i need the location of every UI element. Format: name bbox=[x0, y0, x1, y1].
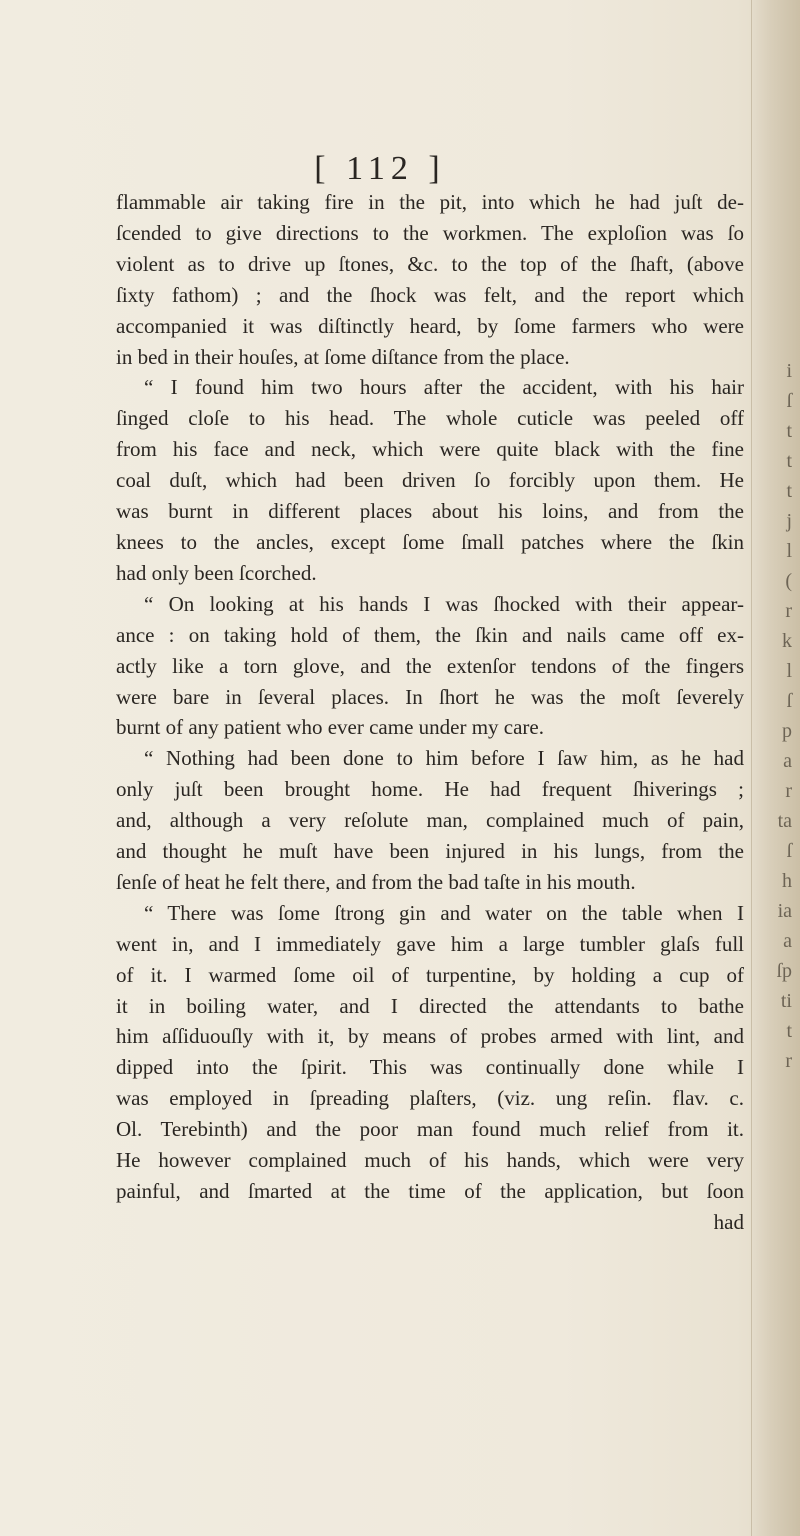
page-number-header: [ 112 ] bbox=[314, 150, 446, 187]
margin-fragment: r bbox=[785, 600, 792, 622]
margin-fragment: ſ bbox=[786, 840, 792, 862]
margin-fragment: ia bbox=[777, 900, 792, 922]
margin-fragment: ( bbox=[785, 570, 792, 592]
text-line: was burnt in different places about his loins, and from the bbox=[116, 499, 744, 524]
text-line: it in boiling water, and I directed the attendants to bathe bbox=[116, 993, 744, 1018]
margin-fragment: h bbox=[782, 870, 792, 892]
text-line: in bed in their houſes, at ſome diſtance from the place. bbox=[116, 344, 570, 369]
margin-fragment: a bbox=[783, 930, 792, 952]
margin-fragment: ti bbox=[780, 990, 792, 1012]
text-line: ſenſe of heat he felt there, and from the bad taſte in his mouth. bbox=[116, 869, 636, 894]
text-line: burnt of any patient who ever came under my care. bbox=[116, 715, 544, 740]
text-line: dipped into the ſpirit. This was continually done while I bbox=[116, 1055, 744, 1080]
margin-fragment: p bbox=[782, 720, 792, 742]
text-line: were bare in ſeveral places. In ſhort he was the moſt ſeverely bbox=[116, 684, 744, 709]
text-line: “ Nothing had been done to him before I ſaw him, as he had bbox=[144, 746, 744, 771]
margin-fragment: t bbox=[786, 1020, 792, 1042]
text-line: “ There was ſome ſtrong gin and water on the table when I bbox=[144, 900, 744, 925]
text-line: violent as to drive up ſtones, &c. to the top of the ſhaft, (above bbox=[116, 251, 744, 276]
text-line: actly like a torn glove, and the extenſor tendons of the fingers bbox=[116, 653, 744, 678]
margin-fragment: t bbox=[786, 480, 792, 502]
margin-fragment: ta bbox=[777, 810, 792, 832]
text-line: coal duſt, which had been driven ſo forcibly upon them. He bbox=[116, 468, 744, 493]
margin-fragment: t bbox=[786, 450, 792, 472]
margin-fragment: l bbox=[786, 540, 792, 562]
text-line: went in, and I immediately gave him a large tumbler glaſs full bbox=[116, 931, 744, 956]
text-line: Ol. Terebinth) and the poor man found much relief from it. bbox=[116, 1117, 744, 1142]
text-line: “ On looking at his hands I was ſhocked with their appear- bbox=[144, 591, 744, 616]
text-line: accompanied it was diſtinctly heard, by ſome farmers who were bbox=[116, 313, 744, 338]
text-line: was employed in ſpreading plaſters, (viz. ung reſin. flav. c. bbox=[116, 1086, 744, 1111]
body-text bbox=[116, 187, 744, 1238]
margin-fragment: t bbox=[786, 420, 792, 442]
text-line: had bbox=[713, 1209, 744, 1234]
text-line: He however complained much of his hands, which were very bbox=[116, 1148, 744, 1173]
margin-fragment: ſ bbox=[786, 390, 792, 412]
margin-fragment: j bbox=[786, 510, 792, 532]
margin-fragment: r bbox=[785, 1050, 792, 1072]
text-line: of it. I warmed ſome oil of turpentine, by holding a cup of bbox=[116, 962, 744, 987]
text-line: painful, and ſmarted at the time of the application, but ſoon bbox=[116, 1179, 744, 1203]
margin-fragment: a bbox=[783, 750, 792, 772]
text-line: and thought he muſt have been injured in his lungs, from the bbox=[116, 839, 744, 864]
text-line: flammable air taking fire in the pit, into which he had juſt de- bbox=[116, 190, 744, 214]
text-line: only juſt been brought home. He had frequent ſhiverings ; bbox=[116, 777, 744, 802]
text-line: ſinged cloſe to his head. The whole cuticle was peeled off bbox=[116, 406, 744, 431]
margin-fragment: i bbox=[786, 360, 792, 382]
margin-fragment: l bbox=[786, 660, 792, 682]
margin-fragment: ſp bbox=[776, 960, 792, 982]
margin-fragment: ſ bbox=[786, 690, 792, 712]
margin-fragment: k bbox=[782, 630, 792, 652]
text-line: ſixty fathom) ; and the ſhock was felt, and the report which bbox=[116, 282, 744, 307]
text-line: ſcended to give directions to the workmen. The exploſion was ſo bbox=[116, 220, 744, 245]
margin-fragment: r bbox=[785, 780, 792, 802]
text-line: from his face and neck, which were quite black with the fine bbox=[116, 437, 744, 462]
text-line: had only been ſcorched. bbox=[116, 560, 317, 585]
facing-page-edge bbox=[751, 0, 800, 1536]
text-line: him aſſiduouſly with it, by means of probes armed with lint, and bbox=[116, 1024, 744, 1049]
text-line: and, although a very reſolute man, complained much of pain, bbox=[116, 808, 744, 833]
text-line: ance : on taking hold of them, the ſkin and nails came off ex- bbox=[116, 622, 744, 647]
text-line: “ I found him two hours after the accident, with his hair bbox=[144, 375, 744, 400]
text-line: knees to the ancles, except ſome ſmall patches where the ſkin bbox=[116, 529, 744, 554]
